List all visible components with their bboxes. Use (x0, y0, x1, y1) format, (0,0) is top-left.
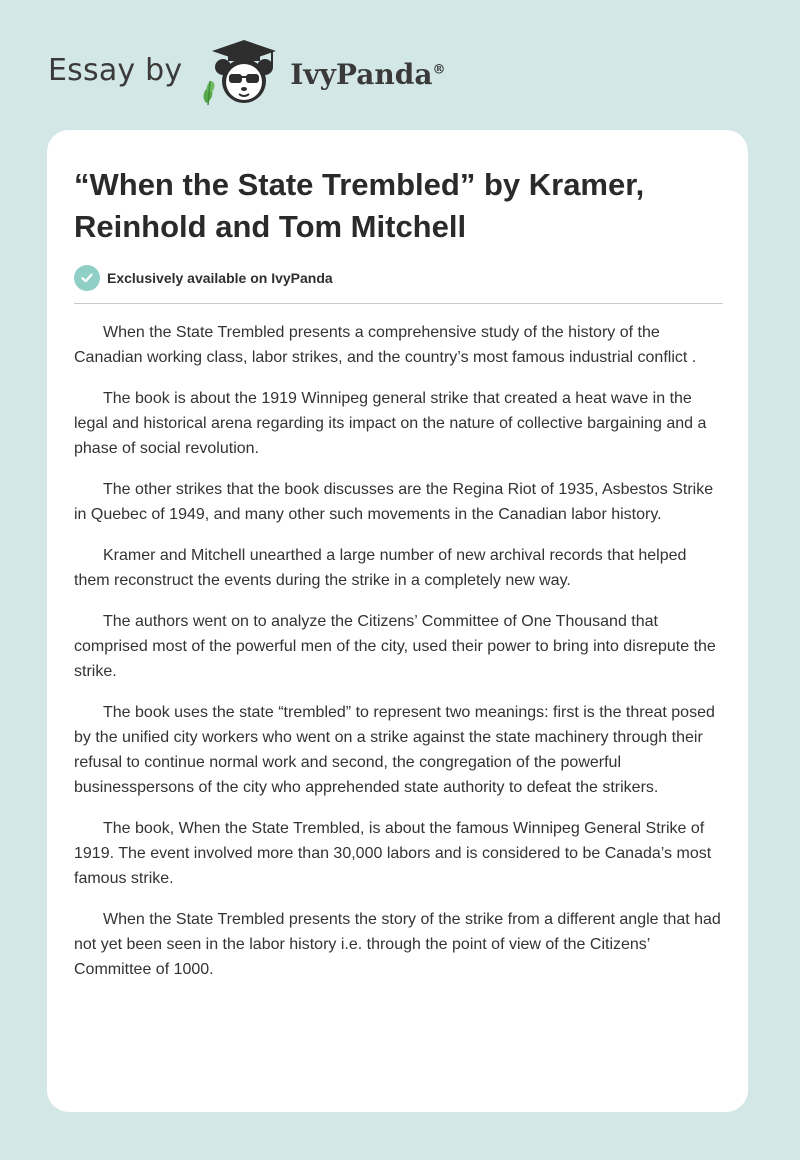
paragraph: When the State Trembled presents a comprehensive study of the history of the Canadian working class, labor strikes, and the country’s most famous industrial conflict . (74, 324, 697, 366)
divider (74, 303, 723, 304)
essay-body (74, 320, 726, 998)
brand-name-text: IvyPanda (290, 57, 433, 91)
paragraph: The other strikes that the book discusses are the Regina Riot of 1935, Asbestos Strike in Quebec of 1949, and many other such movements in the Canadian labor history. (74, 481, 714, 523)
paragraph: The book uses the state “trembled” to represent two meanings: first is the threat posed by the unified city workers who went on a strike against the state machinery through their refusal to continue normal work and second, the congregation of the powerful businesspersons of the city who apprehended state authority to defeat the strikers. (74, 704, 715, 796)
paragraph: When the State Trembled presents the story of the strike from a different angle that had not yet been seen in the labor history i.e. through the point of view of the Citizens’ Committee of 1000. (74, 911, 721, 978)
site-header (48, 36, 508, 108)
panda-graduate-logo-icon[interactable] (198, 37, 284, 107)
registered-mark: ® (432, 62, 446, 78)
essay-card (47, 130, 748, 1112)
check-circle-icon (74, 265, 100, 291)
paragraph: The book, When the State Trembled, is about the famous Winnipeg General Strike of 1919. The event involved more than 30,000 labors and is considered to be Canada’s most famous strike. (74, 820, 712, 887)
brand-name[interactable] (290, 58, 445, 91)
page-title: “When the State Trembled” by Kramer, Reinhold and Tom Mitchell (74, 167, 645, 244)
exclusive-badge (74, 264, 333, 292)
exclusive-label: Exclusively available on IvyPanda (107, 270, 333, 286)
essay-by-label: Essay by (48, 52, 183, 88)
paragraph: The authors went on to analyze the Citizens’ Committee of One Thousand that comprised most of the powerful men of the city, used their power to bring into disrepute the strike. (74, 613, 716, 680)
paragraph: Kramer and Mitchell unearthed a large number of new archival records that helped them reconstruct the events during the strike in a completely new way. (74, 547, 687, 589)
paragraph: The book is about the 1919 Winnipeg general strike that created a heat wave in the legal and historical arena regarding its impact on the nature of collective bargaining and a phase of social revolution. (74, 390, 707, 457)
